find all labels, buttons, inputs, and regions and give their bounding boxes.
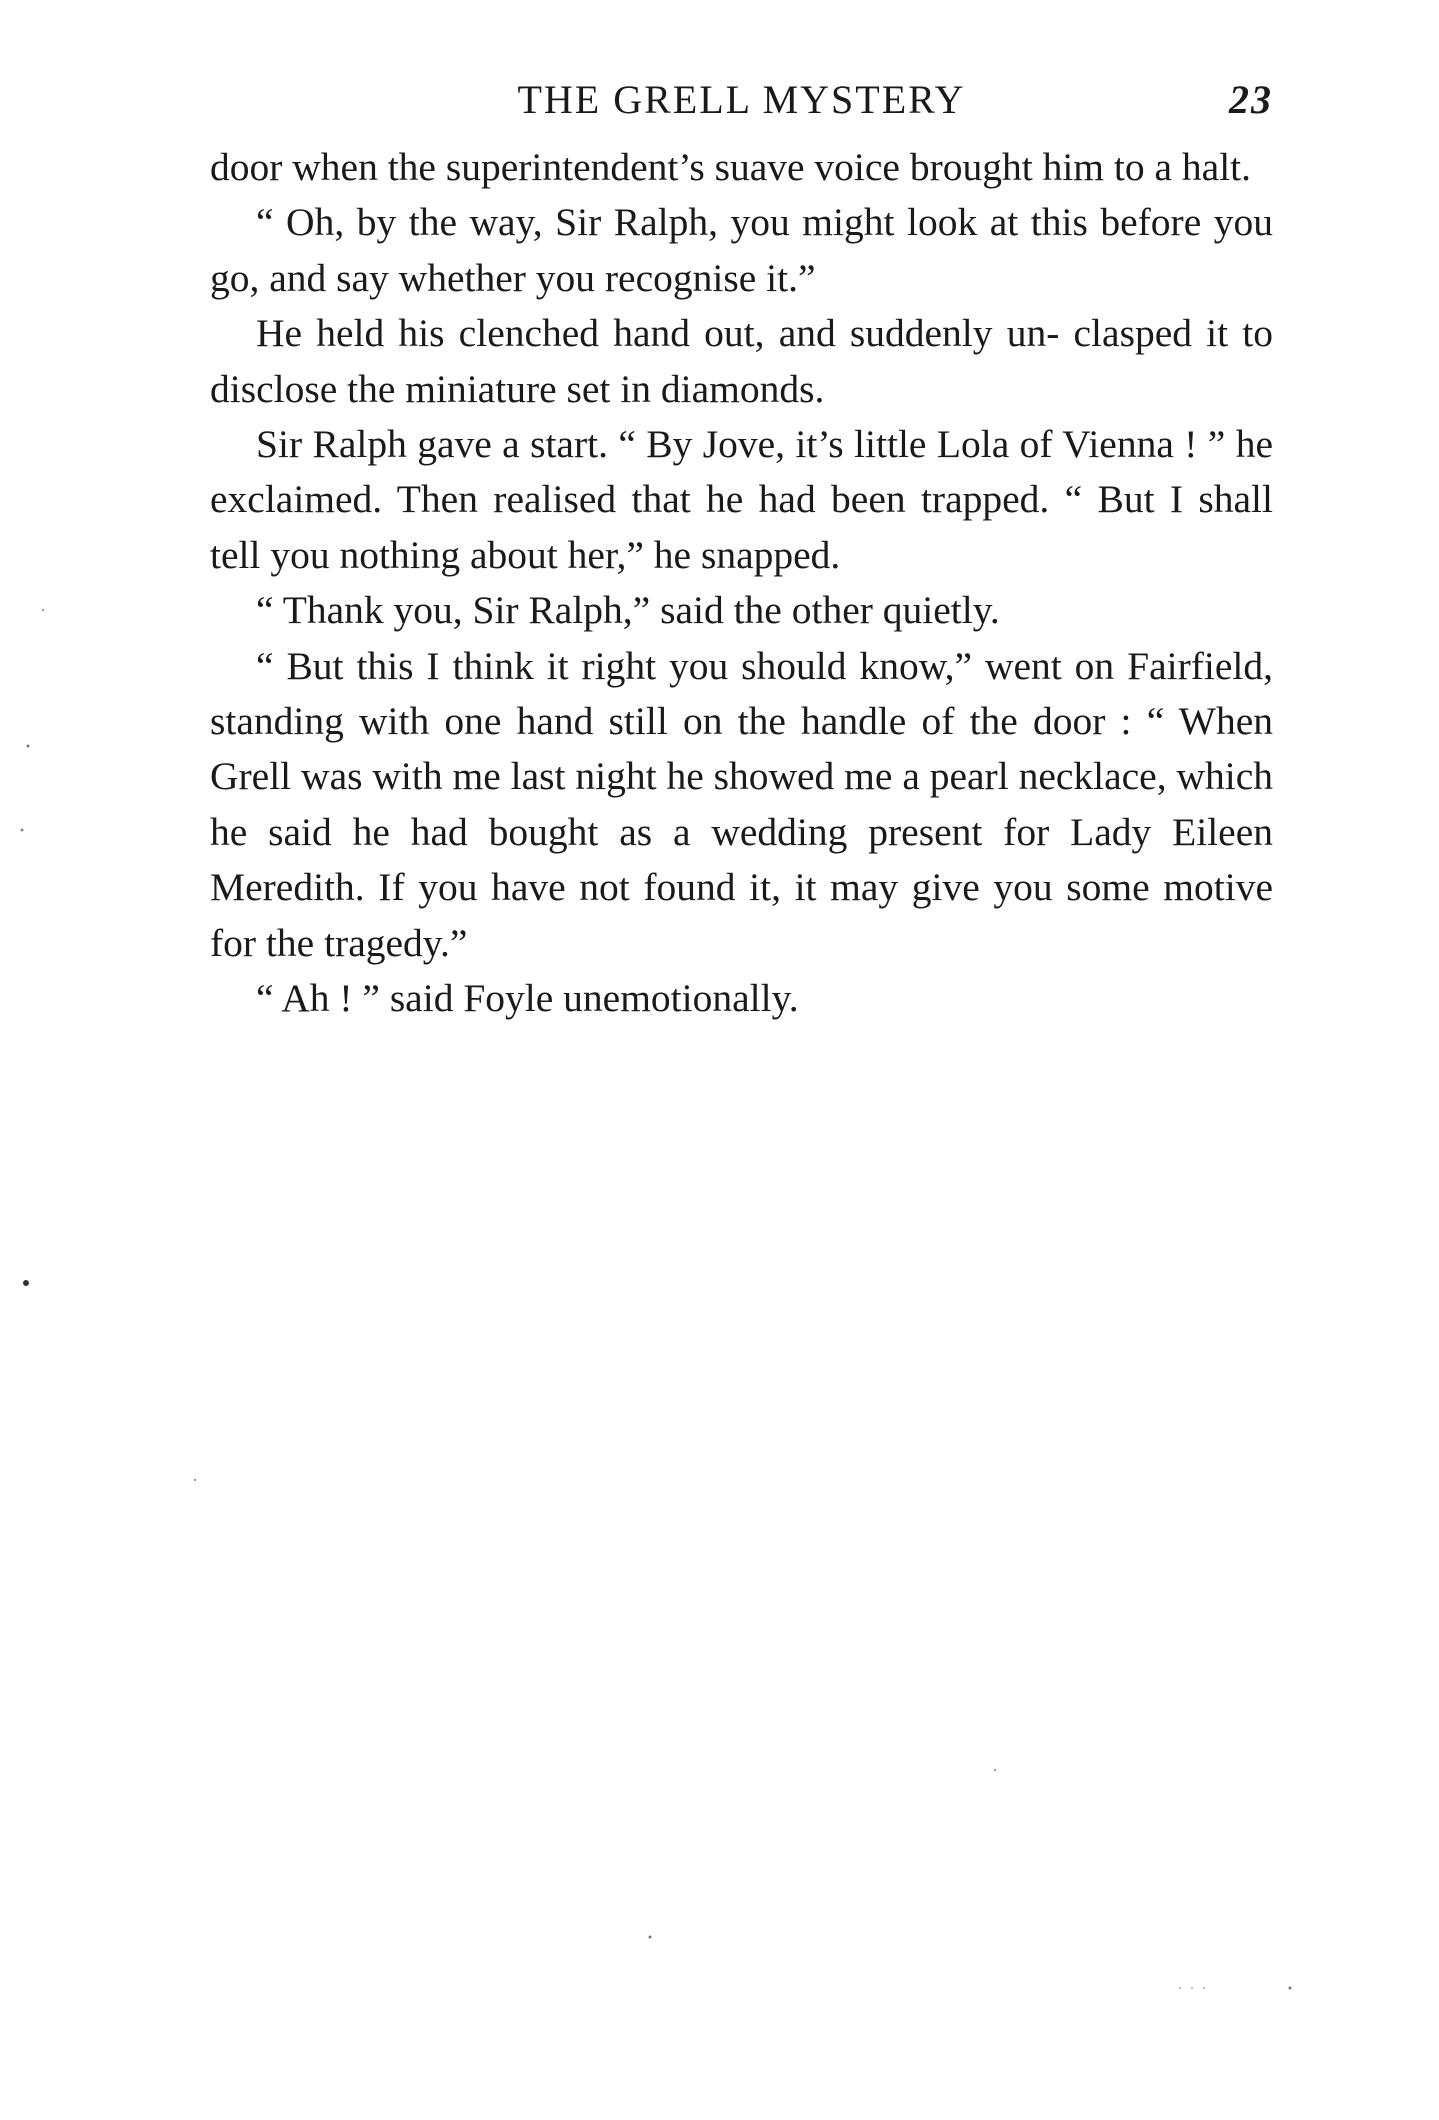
speck (194, 1479, 196, 1481)
page-number: 23 (1229, 77, 1273, 122)
speck (1203, 1987, 1205, 1989)
paragraph: “ But this I think it right you should know,” went on Fairfield, standing with one hand still on the handle of the door : “ When Grell was with me last night he showed me a pearl necklace, which he said he had bought as a wedding present for Lady Eileen Meredith. If you have not found it, it may give you some motive for the tragedy.” (210, 643, 1273, 965)
paragraph-continued: door when the superintendent’s suave voice brought him to a halt. (210, 145, 1252, 189)
paragraph: “ Ah ! ” said Foyle unemotionally. (256, 976, 799, 1021)
paragraph: Sir Ralph gave a start. “ By Jove, it’s little Lola of Vienna ! ” he exclaimed. Then realised that he had been trapped. “ But I shall tell you nothing about her,” he snapped. (210, 422, 1273, 577)
speck (27, 745, 30, 748)
speck (42, 609, 44, 611)
paragraph: “ Oh, by the way, Sir Ralph, you might look at this before you go, and say whether you recognise it.” (210, 200, 1273, 300)
speck (1289, 1987, 1292, 1990)
speck (21, 829, 24, 832)
speck (23, 1280, 29, 1286)
paragraph: “ Thank you, Sir Ralph,” said the other quietly. (256, 588, 1000, 633)
speck (994, 1769, 996, 1771)
speck (1191, 1987, 1193, 1989)
paragraph: He held his clenched hand out, and suddenly un- clasped it to disclose the miniature set in diamonds. (210, 311, 1273, 411)
speck (1179, 1987, 1181, 1989)
speck (649, 1936, 652, 1939)
running-title: THE GRELL MYSTERY (517, 77, 966, 122)
